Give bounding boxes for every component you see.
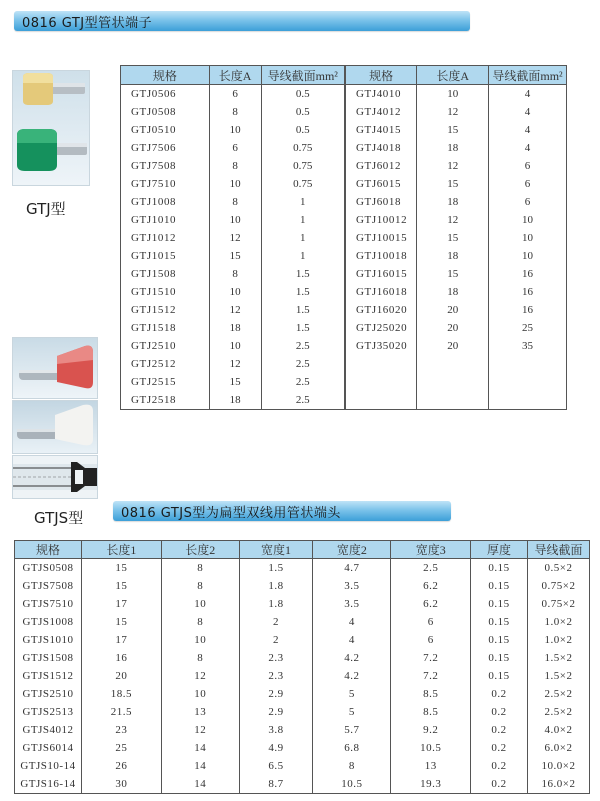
cell-wire-section: 10 <box>522 232 534 244</box>
cell-width-2: 4.2 <box>313 649 391 667</box>
cell-width-3: 19.3 <box>391 775 471 794</box>
cell-wire-section: 6.0×2 <box>544 742 573 754</box>
cell-width-3: 6 <box>391 631 471 649</box>
cell-length: 8 <box>209 193 261 211</box>
cell-width-3: 2.5 <box>391 559 471 578</box>
cell-model <box>345 373 417 391</box>
cell-model: GTJ1518 <box>121 319 210 337</box>
cell-model: GTJ0510 <box>121 121 210 139</box>
cell-model: GTJ1510 <box>121 283 210 301</box>
cell-length-2: 12 <box>161 721 239 739</box>
header-length-a: 长度A <box>417 66 489 85</box>
table-row <box>121 211 567 229</box>
cell-length: 15 <box>209 247 261 265</box>
cell-length-1: 16 <box>81 649 161 667</box>
cell-wire-section: 1.5 <box>261 319 345 337</box>
cell-wire-section: 1 <box>261 229 345 247</box>
table-row <box>121 139 567 157</box>
table-header-row <box>121 66 567 85</box>
table-row <box>15 613 590 631</box>
cell-model: GTJ6012 <box>345 157 417 175</box>
cell-model <box>345 355 417 373</box>
cell-thickness: 0.2 <box>471 685 528 703</box>
cell-wire-section <box>489 355 567 373</box>
cell-wire-section: 1 <box>261 193 345 211</box>
cell-wire-section: 0.75 <box>261 175 345 193</box>
cell-width-1: 3.8 <box>239 721 313 739</box>
section-title-gtjs: 0816 GTJS型为扁型双线用管状端头 <box>121 506 341 521</box>
cell-width-1: 2 <box>239 631 313 649</box>
table-row <box>121 301 567 319</box>
cell-thickness: 0.2 <box>471 775 528 794</box>
cell-wire-section: 1.5×2 <box>544 652 573 664</box>
header-wire-section: 导线截面mm² <box>489 66 567 85</box>
cell-width-3: 8.5 <box>391 703 471 721</box>
table-row <box>121 193 567 211</box>
cell-length: 12 <box>209 355 261 373</box>
cell-model: GTJ1008 <box>121 193 210 211</box>
cell-model: GTJ0508 <box>121 103 210 121</box>
cell-length-2: 13 <box>161 703 239 721</box>
cell-length-1: 25 <box>81 739 161 757</box>
header-model: 规格 <box>121 66 210 85</box>
cell-model: GTJ1010 <box>121 211 210 229</box>
cell-model: GTJS1508 <box>15 649 82 667</box>
cell-length <box>417 373 489 391</box>
table-row <box>15 775 590 794</box>
table-row <box>15 721 590 739</box>
cell-length: 15 <box>417 121 489 139</box>
cell-length-2: 8 <box>161 649 239 667</box>
header-model: 规格 <box>345 66 417 85</box>
cell-width-3: 7.2 <box>391 649 471 667</box>
ferrule-icon <box>13 71 89 185</box>
cell-length <box>417 391 489 410</box>
section-banner-gtjs <box>113 501 451 521</box>
cell-width-3: 6.2 <box>391 595 471 613</box>
cell-width-2: 8 <box>313 757 391 775</box>
cell-length: 8 <box>209 265 261 283</box>
cell-width-3: 6.2 <box>391 577 471 595</box>
cell-wire-section: 2.5 <box>261 337 345 355</box>
cell-model: GTJS4012 <box>15 721 82 739</box>
table-row <box>121 103 567 121</box>
cell-wire-section: 4 <box>524 142 531 154</box>
cell-length: 10 <box>209 283 261 301</box>
cell-model: GTJ4018 <box>345 139 417 157</box>
cell-wire-section: 1.5 <box>261 265 345 283</box>
cell-model: GTJ1012 <box>121 229 210 247</box>
cell-width-1: 1.8 <box>239 595 313 613</box>
cell-length <box>417 355 489 373</box>
cell-wire-section: 4 <box>524 88 531 100</box>
table-row <box>121 391 567 410</box>
cell-model: GTJ4012 <box>345 103 417 121</box>
cell-length: 20 <box>417 337 489 355</box>
table-row <box>15 649 590 667</box>
cell-model: GTJ7510 <box>121 175 210 193</box>
table-row <box>15 757 590 775</box>
cell-model: GTJ7506 <box>121 139 210 157</box>
cell-length: 8 <box>209 157 261 175</box>
cell-model: GTJ16018 <box>345 283 417 301</box>
cell-length: 10 <box>209 121 261 139</box>
cell-model: GTJ10018 <box>345 247 417 265</box>
cell-wire-section <box>489 391 567 410</box>
cell-width-1: 2.9 <box>239 685 313 703</box>
cell-thickness: 0.2 <box>471 721 528 739</box>
cell-model: GTJS7510 <box>15 595 82 613</box>
cell-wire-section <box>489 373 567 391</box>
cell-wire-section: 1 <box>261 247 345 265</box>
cell-length-2: 8 <box>161 613 239 631</box>
cell-wire-section: 2.5×2 <box>544 706 573 718</box>
cell-length: 15 <box>417 175 489 193</box>
gtjs-spec-table <box>14 540 590 794</box>
cell-length-1: 15 <box>81 613 161 631</box>
cell-wire-section: 16 <box>522 286 534 298</box>
cell-wire-section: 1.5 <box>261 301 345 319</box>
cell-length: 10 <box>209 175 261 193</box>
cell-length: 12 <box>417 211 489 229</box>
cell-width-1: 6.5 <box>239 757 313 775</box>
table-row <box>15 667 590 685</box>
cell-length-1: 20 <box>81 667 161 685</box>
cell-length: 8 <box>209 103 261 121</box>
cell-model: GTJ6018 <box>345 193 417 211</box>
caption-gtj: GTJ型 <box>26 200 66 218</box>
header-width-1: 宽度1 <box>239 541 313 559</box>
cell-thickness: 0.15 <box>471 595 528 613</box>
cell-wire-section: 0.75 <box>261 139 345 157</box>
table-row <box>15 559 590 578</box>
cell-length-2: 12 <box>161 667 239 685</box>
cell-width-3: 13 <box>391 757 471 775</box>
cell-width-2: 4.2 <box>313 667 391 685</box>
cell-wire-section: 1.5 <box>261 283 345 301</box>
cell-wire-section: 0.75 <box>261 157 345 175</box>
table-row <box>15 703 590 721</box>
drawing-icon <box>13 456 97 498</box>
gtjs-product-photo-red <box>12 337 98 399</box>
cell-length: 20 <box>417 301 489 319</box>
cell-width-1: 1.8 <box>239 577 313 595</box>
cell-thickness: 0.15 <box>471 667 528 685</box>
cell-model: GTJ2515 <box>121 373 210 391</box>
cell-wire-section: 10 <box>522 250 534 262</box>
table-row <box>15 739 590 757</box>
cell-thickness: 0.15 <box>471 577 528 595</box>
caption-gtjs: GTJS型 <box>34 509 84 527</box>
cell-width-3: 7.2 <box>391 667 471 685</box>
header-length-a: 长度A <box>209 66 261 85</box>
cell-wire-section: 16.0×2 <box>541 778 576 790</box>
cell-model: GTJ2518 <box>121 391 210 410</box>
cell-wire-section: 0.75×2 <box>541 598 576 610</box>
cell-model: GTJ1512 <box>121 301 210 319</box>
cell-wire-section: 10.0×2 <box>541 760 576 772</box>
cell-width-1: 2.3 <box>239 667 313 685</box>
cell-length-1: 21.5 <box>81 703 161 721</box>
header-width-3: 宽度3 <box>391 541 471 559</box>
cell-wire-section: 2.5×2 <box>544 688 573 700</box>
cell-wire-section: 0.5 <box>261 85 345 104</box>
cell-width-3: 10.5 <box>391 739 471 757</box>
table-row <box>121 265 567 283</box>
cell-wire-section: 2.5 <box>261 391 345 410</box>
cell-model: GTJS10-14 <box>15 757 82 775</box>
header-length-2: 长度2 <box>161 541 239 559</box>
table-row <box>121 121 567 139</box>
cell-model: GTJ6015 <box>345 175 417 193</box>
cell-width-1: 2 <box>239 613 313 631</box>
cell-length-2: 14 <box>161 739 239 757</box>
cell-length-1: 15 <box>81 577 161 595</box>
cell-wire-section: 16 <box>522 268 534 280</box>
table-row <box>121 319 567 337</box>
cell-wire-section: 0.5 <box>261 121 345 139</box>
cell-model: GTJ2510 <box>121 337 210 355</box>
header-wire-section: 导线截面mm² <box>261 66 345 85</box>
twin-ferrule-icon <box>13 401 97 453</box>
cell-wire-section: 4.0×2 <box>544 724 573 736</box>
cell-thickness: 0.15 <box>471 649 528 667</box>
header-model: 规格 <box>15 541 82 559</box>
table-row <box>15 685 590 703</box>
cell-wire-section: 0.5×2 <box>544 562 573 574</box>
cell-length: 15 <box>417 265 489 283</box>
twin-ferrule-icon <box>13 338 97 398</box>
cell-thickness: 0.2 <box>471 703 528 721</box>
table-row <box>15 631 590 649</box>
table-row <box>15 577 590 595</box>
header-width-2: 宽度2 <box>313 541 391 559</box>
table-row <box>121 229 567 247</box>
cell-thickness: 0.15 <box>471 613 528 631</box>
table-row <box>121 157 567 175</box>
cell-model: GTJS1010 <box>15 631 82 649</box>
cell-model: GTJS7508 <box>15 577 82 595</box>
cell-thickness: 0.2 <box>471 739 528 757</box>
cell-length-2: 10 <box>161 631 239 649</box>
cell-width-2: 4 <box>313 631 391 649</box>
cell-width-1: 4.9 <box>239 739 313 757</box>
cell-width-3: 9.2 <box>391 721 471 739</box>
cell-model: GTJ1508 <box>121 265 210 283</box>
header-wire-section: 导线截面 <box>527 541 589 559</box>
cell-length-1: 17 <box>81 595 161 613</box>
cell-length: 10 <box>417 85 489 104</box>
cell-model: GTJS2510 <box>15 685 82 703</box>
cell-thickness: 0.15 <box>471 559 528 578</box>
cell-length-2: 10 <box>161 595 239 613</box>
table-row <box>121 373 567 391</box>
cell-model: GTJ10015 <box>345 229 417 247</box>
cell-width-1: 2.9 <box>239 703 313 721</box>
cell-length: 10 <box>209 337 261 355</box>
cell-width-2: 5 <box>313 703 391 721</box>
cell-length: 18 <box>417 283 489 301</box>
cell-width-2: 5.7 <box>313 721 391 739</box>
cell-length-1: 17 <box>81 631 161 649</box>
cell-model: GTJ0506 <box>121 85 210 104</box>
cell-wire-section: 2.5 <box>261 355 345 373</box>
cell-length-1: 30 <box>81 775 161 794</box>
cell-model: GTJ35020 <box>345 337 417 355</box>
cell-width-1: 8.7 <box>239 775 313 794</box>
cell-wire-section: 25 <box>522 322 534 334</box>
cell-length: 12 <box>209 229 261 247</box>
cell-model: GTJ10012 <box>345 211 417 229</box>
gtjs-product-photo-white <box>12 400 98 454</box>
cell-model: GTJS1008 <box>15 613 82 631</box>
cell-length: 12 <box>209 301 261 319</box>
table-row <box>121 355 567 373</box>
cell-width-3: 8.5 <box>391 685 471 703</box>
cell-wire-section: 6 <box>524 196 531 208</box>
cell-model: GTJ25020 <box>345 319 417 337</box>
cell-wire-section: 1.0×2 <box>544 634 573 646</box>
table-row <box>121 247 567 265</box>
cell-length: 15 <box>209 373 261 391</box>
cell-length-2: 14 <box>161 757 239 775</box>
cell-length: 12 <box>417 157 489 175</box>
header-thickness: 厚度 <box>471 541 528 559</box>
cell-width-2: 4.7 <box>313 559 391 578</box>
cell-width-3: 6 <box>391 613 471 631</box>
cell-model: GTJ1015 <box>121 247 210 265</box>
cell-wire-section: 4 <box>524 106 531 118</box>
cell-length: 18 <box>209 391 261 410</box>
cell-length: 18 <box>417 247 489 265</box>
table-row <box>121 337 567 355</box>
cell-length: 18 <box>417 193 489 211</box>
cell-width-2: 5 <box>313 685 391 703</box>
cell-model: GTJS6014 <box>15 739 82 757</box>
table-row <box>15 595 590 613</box>
cell-model: GTJ7508 <box>121 157 210 175</box>
cell-width-2: 10.5 <box>313 775 391 794</box>
cell-length: 6 <box>209 85 261 104</box>
cell-wire-section: 6 <box>524 160 531 172</box>
cell-wire-section: 10 <box>522 214 534 226</box>
table-row <box>121 85 567 104</box>
cell-length-2: 14 <box>161 775 239 794</box>
cell-width-1: 1.5 <box>239 559 313 578</box>
gtjs-technical-drawing <box>12 455 98 499</box>
cell-length: 18 <box>417 139 489 157</box>
gtj-spec-table <box>120 65 567 410</box>
table-row <box>121 283 567 301</box>
cell-model: GTJS16-14 <box>15 775 82 794</box>
cell-width-2: 3.5 <box>313 577 391 595</box>
cell-length: 10 <box>209 211 261 229</box>
cell-model: GTJ4015 <box>345 121 417 139</box>
header-length-1: 长度1 <box>81 541 161 559</box>
cell-wire-section: 2.5 <box>261 373 345 391</box>
cell-width-2: 4 <box>313 613 391 631</box>
cell-length: 15 <box>417 229 489 247</box>
gtj-product-photo <box>12 70 90 186</box>
cell-length: 12 <box>417 103 489 121</box>
table-row <box>121 175 567 193</box>
cell-length-1: 23 <box>81 721 161 739</box>
cell-model: GTJ16015 <box>345 265 417 283</box>
cell-length-2: 10 <box>161 685 239 703</box>
table-header-row <box>15 541 590 559</box>
cell-model: GTJS1512 <box>15 667 82 685</box>
cell-wire-section: 6 <box>524 178 531 190</box>
cell-width-2: 6.8 <box>313 739 391 757</box>
cell-wire-section: 35 <box>522 340 534 352</box>
cell-thickness: 0.15 <box>471 631 528 649</box>
cell-thickness: 0.2 <box>471 757 528 775</box>
cell-wire-section: 16 <box>522 304 534 316</box>
cell-length-2: 8 <box>161 577 239 595</box>
cell-wire-section: 0.5 <box>261 103 345 121</box>
cell-wire-section: 0.75×2 <box>541 580 576 592</box>
cell-wire-section: 1.5×2 <box>544 670 573 682</box>
cell-model: GTJS2513 <box>15 703 82 721</box>
cell-model: GTJ4010 <box>345 85 417 104</box>
cell-model: GTJ16020 <box>345 301 417 319</box>
cell-model: GTJS0508 <box>15 559 82 578</box>
cell-length-1: 26 <box>81 757 161 775</box>
cell-length-2: 8 <box>161 559 239 578</box>
cell-wire-section: 4 <box>524 124 531 136</box>
cell-width-2: 3.5 <box>313 595 391 613</box>
section-title-gtj: 0816 GTJ型管状端子 <box>22 16 153 31</box>
cell-wire-section: 1.0×2 <box>544 616 573 628</box>
cell-model: GTJ2512 <box>121 355 210 373</box>
cell-length: 6 <box>209 139 261 157</box>
cell-model <box>345 391 417 410</box>
cell-width-1: 2.3 <box>239 649 313 667</box>
cell-length-1: 18.5 <box>81 685 161 703</box>
cell-wire-section: 1 <box>261 211 345 229</box>
cell-length: 18 <box>209 319 261 337</box>
cell-length-1: 15 <box>81 559 161 578</box>
cell-length: 20 <box>417 319 489 337</box>
section-banner-gtj <box>14 11 470 31</box>
